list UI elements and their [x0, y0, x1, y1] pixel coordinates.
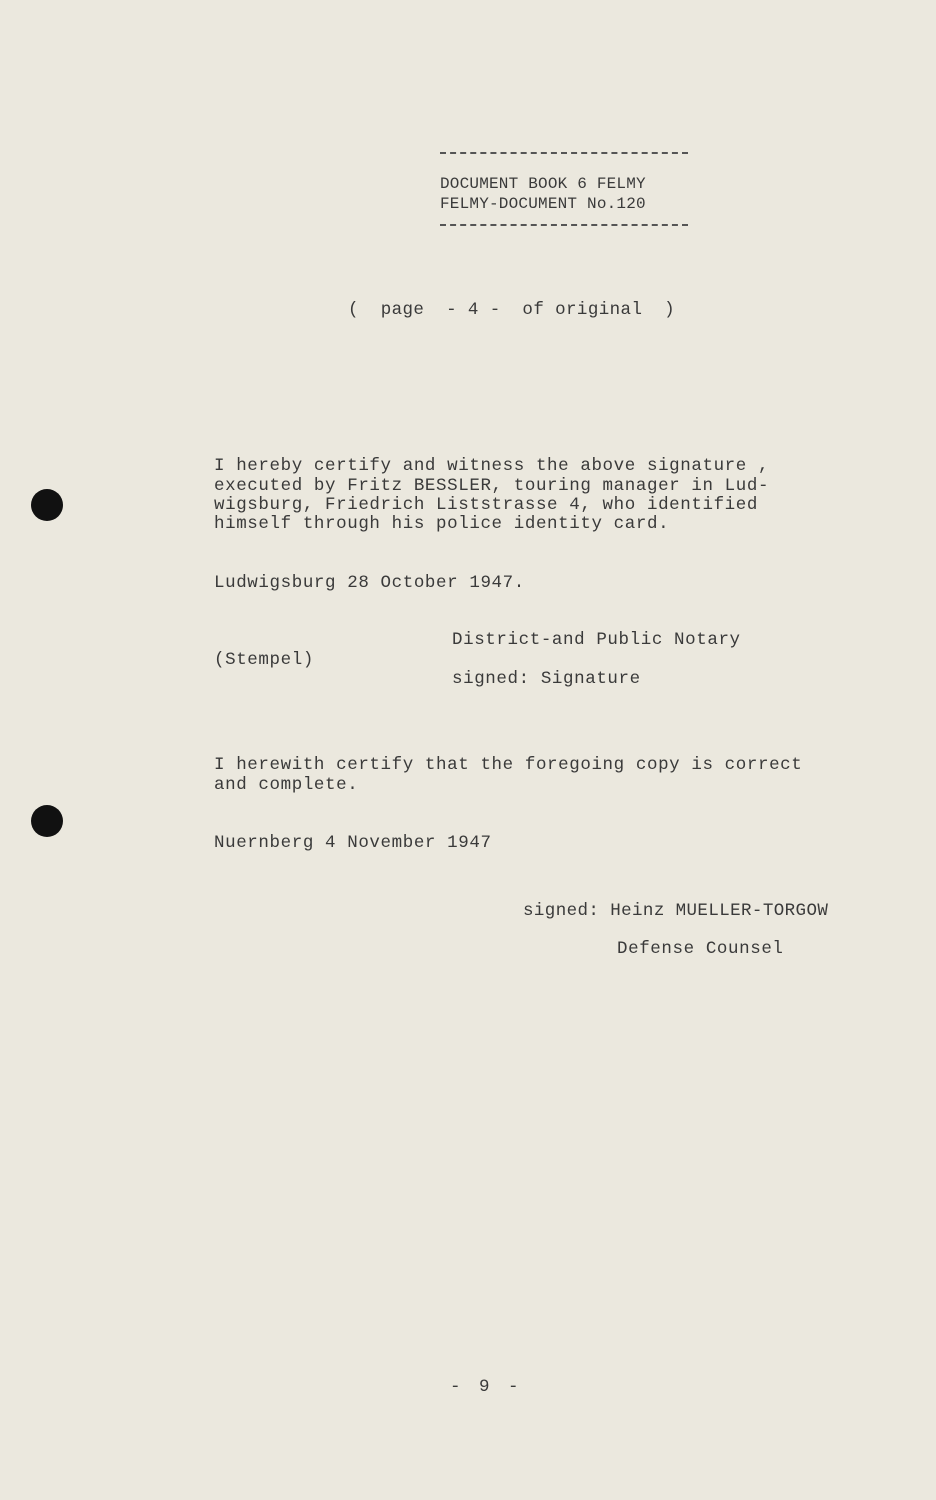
notary-signature: signed: Signature — [452, 669, 641, 689]
header-bottom-rule — [440, 224, 688, 226]
certification-line: himself through his police identity card. — [214, 514, 670, 534]
certification-line: wigsburg, Friedrich Liststrasse 4, who identified — [214, 495, 758, 515]
document-header — [440, 152, 690, 226]
copy-certification-line: I herewith certify that the foregoing copy is correct — [214, 755, 803, 775]
notary-title: District-and Public Notary — [452, 630, 741, 650]
counsel-role: Defense Counsel — [617, 939, 784, 959]
punch-hole-bottom — [31, 805, 63, 837]
original-page-reference: ( page - 4 - of original ) — [348, 300, 676, 320]
punch-hole-top — [31, 489, 63, 521]
notary-stamp: (Stempel) — [214, 650, 314, 670]
document-number-line: FELMY-DOCUMENT No.120 — [440, 195, 646, 213]
document-book-line: DOCUMENT BOOK 6 FELMY — [440, 175, 646, 193]
header-top-rule — [440, 152, 688, 154]
place-date-ludwigsburg: Ludwigsburg 28 October 1947. — [214, 573, 525, 593]
page-number: - 9 - — [450, 1377, 523, 1397]
place-date-nuernberg: Nuernberg 4 November 1947 — [214, 833, 492, 853]
certification-line: executed by Fritz BESSLER, touring manager in Lud- — [214, 476, 770, 496]
counsel-signature: signed: Heinz MUELLER-TORGOW — [523, 901, 829, 921]
copy-certification-line: and complete. — [214, 775, 359, 795]
certification-line: I hereby certify and witness the above signature , — [214, 456, 770, 476]
